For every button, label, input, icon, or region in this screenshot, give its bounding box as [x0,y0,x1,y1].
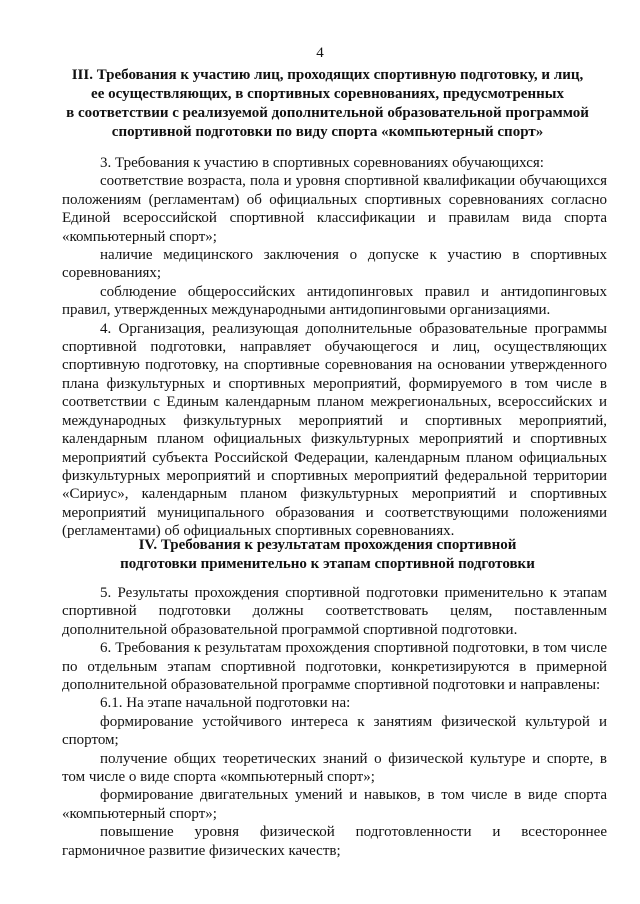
section-3-heading-line: III. Требования к участию лиц, проходящих спортивную подготовку, и лиц, [71,67,584,83]
section-4-body [62,584,607,860]
section-4-heading [55,536,600,574]
section-3-heading-line: ее осуществляющих, в спортивных соревнованиях, предусмотренных [91,86,564,102]
section-4-heading-line: IV. Требования к результатам прохождения спортивной [138,537,517,553]
paragraph: 6. Требования к результатам прохождения спортивной подготовки, в том числе по отдельным этапам спортивной подготовки, конкретизируются в примерной дополнительной образовательной программе спортивной подготовки и направлены: [62,640,607,694]
section-4-heading-line: подготовки применительно к этапам спортивной подготовки [120,556,535,572]
paragraph: наличие медицинского заключения о допуске к участию в спортивных соревнованиях; [62,247,607,282]
paragraph: 6.1. На этапе начальной подготовки на: [100,695,351,712]
section-3-heading-line: в соответствии с реализуемой дополнительной образовательной программой [66,105,589,121]
section-3-body [62,154,607,541]
paragraph: формирование двигательных умений и навыков, в том числе в виде спорта «компьютерный спорт»; [62,787,607,822]
paragraph: получение общих теоретических знаний о физической культуре и спорте, в том числе о виде спорта «компьютерный спорт»; [62,750,607,786]
paragraph: 3. Требования к участию в спортивных соревнованиях обучающихся: [100,155,544,171]
section-3-heading-line: спортивной подготовки по виду спорта «компьютерный спорт» [111,124,544,140]
section-3-heading [55,66,600,142]
paragraph: соблюдение общероссийских антидопинговых правил и антидопинговых правил, утвержденных международными антидопинговыми организациями. [62,283,607,319]
paragraph: повышение уровня физической подготовленности и всестороннее гармоничное развитие физических качеств; [62,824,607,859]
paragraph: 4. Организация, реализующая дополнительные образовательные программы спортивной подготовки, направляет обучающегося и лиц, осуществляющих спортивную подготовку, на спортивные соревнования на основании утвержденного плана физкультурных и спортивных мероприятий, формируемого в том числе в соответствии с Единым календарным планом межрегиональных, всероссийских и международных физкультурных мероприятий и спортивных мероприятий, календарным планом официальных физкультурных мероприятий и спортивных мероприятий субъекта Российской Федерации, календарным планом официальных физкультурных мероприятий и спортивных мероприятий федеральной территории «Сириус», календарным планом физкультурных мероприятий и спортивных мероприятий муниципального образования и соответствующими положениями (регламентами) об официальных спортивных соревнованиях. [62,320,607,540]
page-number: 4 [316,45,324,61]
paragraph: 5. Результаты прохождения спортивной подготовки применительно к этапам спортивной подготовки должны соответствовать целям, поставленным дополнительной образовательной программой спортивной подготовки. [62,585,607,638]
paragraph: соответствие возраста, пола и уровня спортивной квалификации обучающихся положениям (регламентам) об официальных спортивных соревнованиях согласно Единой всероссийской спортивной классификации и правилам вида спорта «компьютерный спорт»; [62,173,607,245]
paragraph: формирование устойчивого интереса к занятиям физической культурой и спортом; [62,713,607,749]
